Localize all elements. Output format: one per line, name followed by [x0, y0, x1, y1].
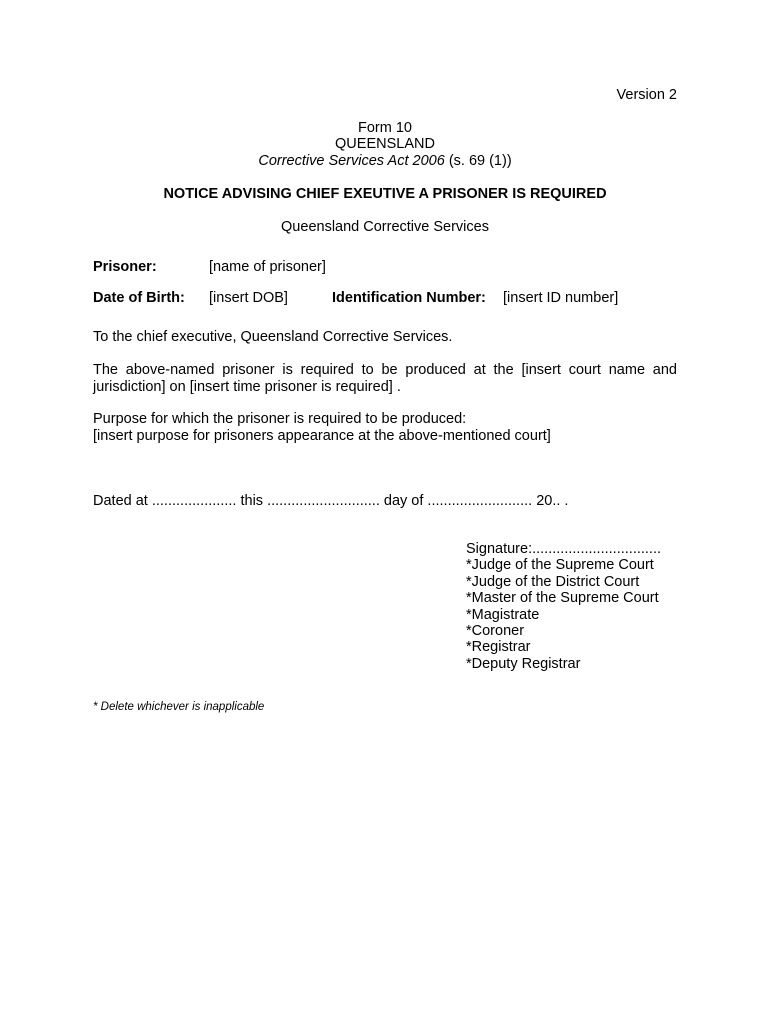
required-line-1: The above-named prisoner is required to be produced at the [insert court name and — [93, 362, 677, 378]
role-magistrate: *Magistrate — [466, 606, 540, 623]
state-name: QUEENSLAND — [335, 136, 435, 152]
act-section: (s. 69 (1)) — [448, 153, 512, 169]
id-label: Identification Number: — [332, 290, 486, 306]
required-line-2: jurisdiction] on [insert time prisoner is required] . — [93, 378, 401, 395]
prisoner-value: [name of prisoner] — [209, 259, 326, 275]
role-master-supreme: *Master of the Supreme Court — [466, 590, 659, 607]
agency-name: Queensland Corrective Services — [281, 219, 489, 235]
role-coroner: *Coroner — [466, 623, 525, 640]
form-number: Form 10 — [358, 120, 412, 136]
purpose-line-1: Purpose for which the prisoner is required to be produced: — [93, 411, 467, 427]
purpose-line-2: [insert purpose for prisoners appearance at the above-mentioned court] — [93, 427, 551, 444]
id-value: [insert ID number] — [503, 290, 619, 306]
role-judge-district: *Judge of the District Court — [466, 573, 640, 590]
required-paragraph — [93, 362, 677, 395]
version-label: Version 2 — [616, 87, 677, 103]
footnote: * Delete whichever is inapplicable — [93, 701, 265, 713]
role-deputy-registrar: *Deputy Registrar — [466, 655, 581, 672]
purpose-paragraph — [93, 411, 677, 444]
dob-value: [insert DOB] — [209, 290, 288, 306]
act-reference — [0, 153, 770, 169]
prisoner-label: Prisoner: — [93, 259, 157, 275]
dob-label: Date of Birth: — [93, 290, 185, 306]
act-name: Corrective Services Act 2006 — [258, 153, 445, 169]
addressee-line: To the chief executive, Queensland Corrective Services. — [93, 329, 453, 345]
signature-block — [466, 541, 661, 672]
role-registrar: *Registrar — [466, 639, 531, 656]
page-title: NOTICE ADVISING CHIEF EXEUTIVE A PRISONER IS REQUIRED — [163, 186, 607, 202]
role-judge-supreme: *Judge of the Supreme Court — [466, 557, 654, 574]
dated-line: Dated at ..................... this ............................ day of .......................... 20.. . — [93, 493, 569, 509]
signature-line: Signature:................................ — [466, 541, 662, 557]
